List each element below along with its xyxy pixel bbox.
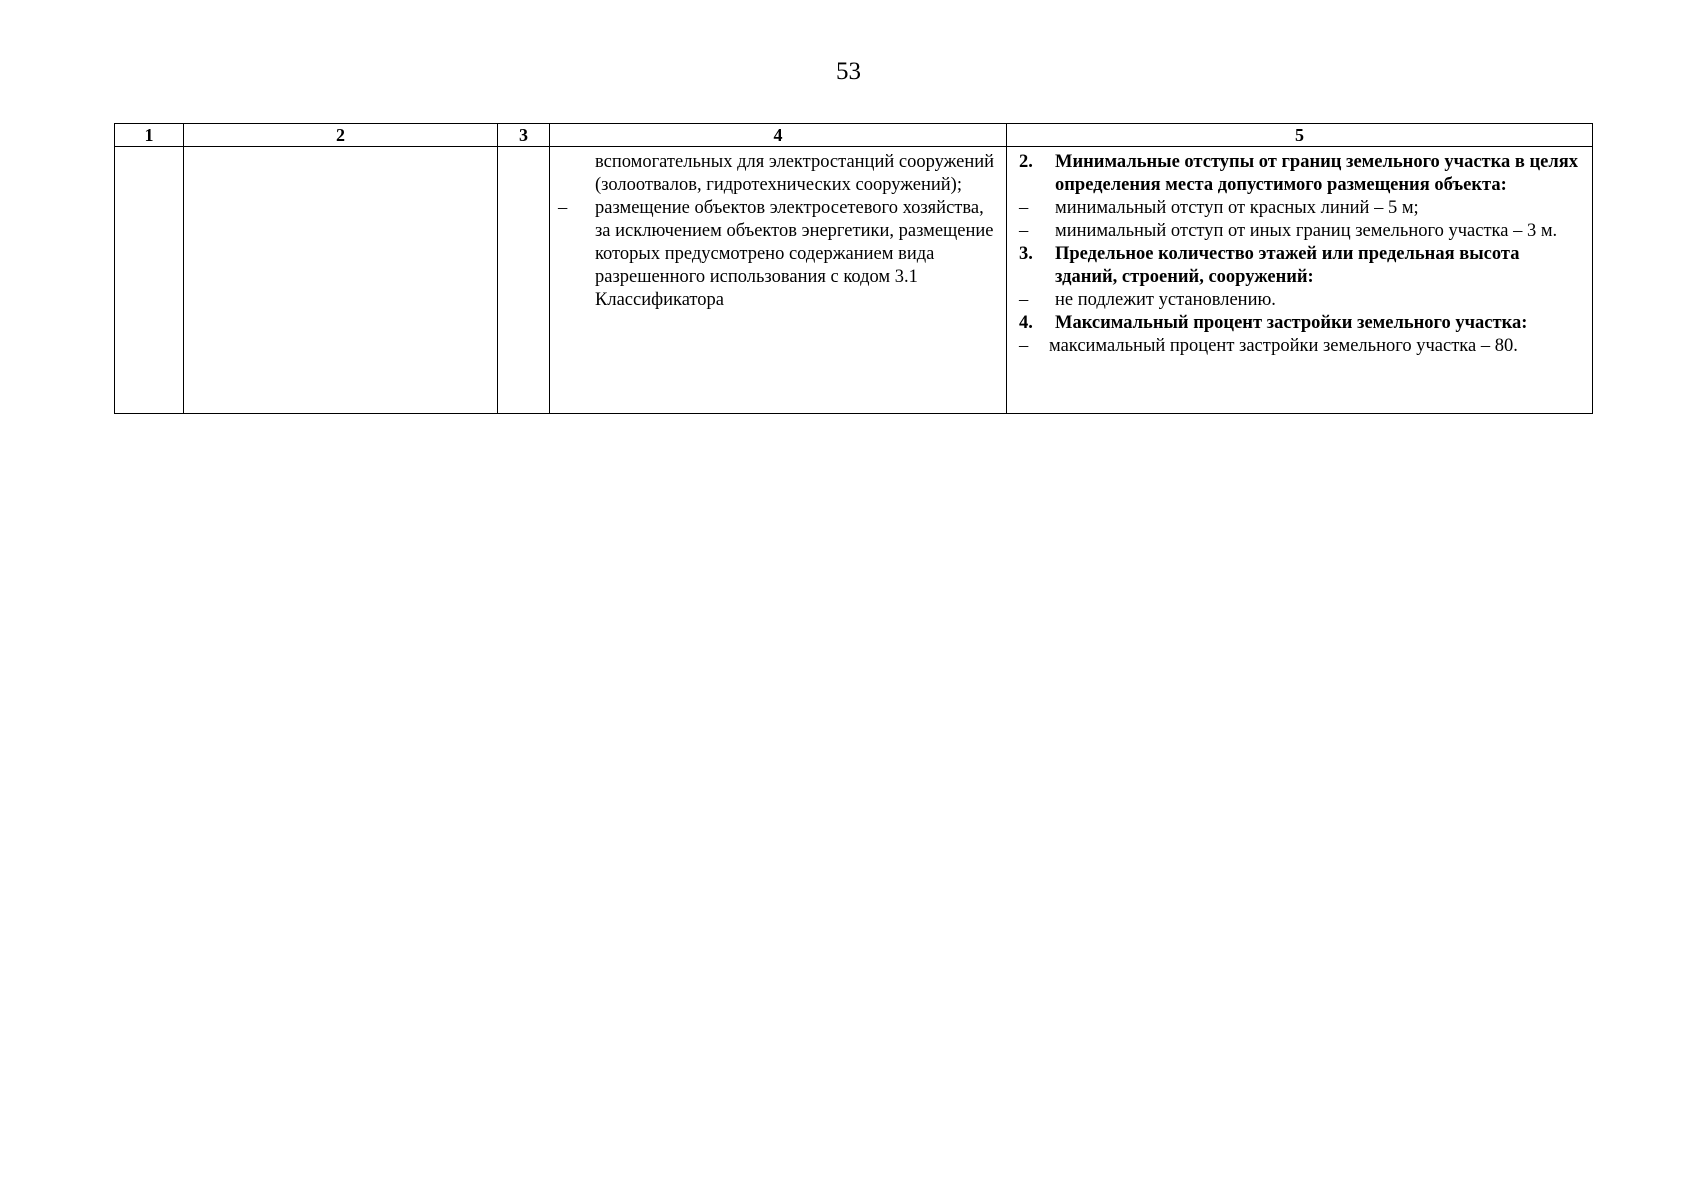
cell-col-2 xyxy=(184,147,498,414)
col5-item-text: минимальный отступ от иных границ земельного участка – 3 м. xyxy=(1055,221,1558,241)
col5-item-mark: – xyxy=(1019,221,1029,241)
col5-item-text: минимальный отступ от красных линий – 5 м; xyxy=(1055,198,1419,218)
col5-item-heading-4 xyxy=(1007,312,1586,335)
col5-item-text: максимальный процент застройки земельного участка – 80. xyxy=(1049,336,1518,356)
col5-item-bullet xyxy=(1007,335,1586,358)
col5-item-text: Минимальные отступы от границ земельного участка в целях определения места допустимого размещения объекта: xyxy=(1055,152,1578,195)
header-col-2: 2 xyxy=(184,124,498,147)
header-col-3: 3 xyxy=(498,124,550,147)
col5-item-heading-2 xyxy=(1007,151,1586,197)
col4-bullet xyxy=(550,197,998,312)
col5-item-text: не подлежит установлению. xyxy=(1055,290,1276,310)
col5-item-mark: 4. xyxy=(1019,313,1033,333)
cell-col-3 xyxy=(498,147,550,414)
col5-item-mark: 2. xyxy=(1019,152,1033,172)
regulations-table xyxy=(114,123,1593,414)
col4-bullet-text: размещение объектов электросетевого хозяйства, за исключением объектов энергетики, размещение которых предусмотрено содержанием вида разрешенного использования с кодом 3.1 Классификатора xyxy=(595,198,994,310)
col5-item-bullet xyxy=(1007,197,1586,220)
col5-item-mark: – xyxy=(1019,290,1029,310)
col4-continuation xyxy=(550,151,998,197)
col5-item-bullet xyxy=(1007,220,1586,243)
header-col-4: 4 xyxy=(550,124,1007,147)
cell-col-4 xyxy=(550,147,1007,414)
col5-item-bullet xyxy=(1007,289,1586,312)
col4-bullet-mark: – xyxy=(558,198,568,218)
header-col-1: 1 xyxy=(115,124,184,147)
table-header-row xyxy=(115,124,1593,147)
col5-item-mark: 3. xyxy=(1019,244,1033,264)
col5-item-text: Максимальный процент застройки земельного участка: xyxy=(1055,313,1528,333)
col5-item-text: Предельное количество этажей или предельная высота зданий, строений, сооружений: xyxy=(1055,244,1520,287)
col4-continuation-text: вспомогательных для электростанций сооружений (золоотвалов, гидротехнических сооружений); xyxy=(595,152,995,195)
col5-item-heading-3 xyxy=(1007,243,1586,289)
col5-item-mark: – xyxy=(1019,336,1029,356)
col5-item-mark: – xyxy=(1019,198,1029,218)
table-row xyxy=(115,147,1593,414)
header-col-5: 5 xyxy=(1007,124,1593,147)
cell-col-5 xyxy=(1007,147,1593,414)
cell-col-1 xyxy=(115,147,184,414)
page-number: 53 xyxy=(836,58,861,85)
